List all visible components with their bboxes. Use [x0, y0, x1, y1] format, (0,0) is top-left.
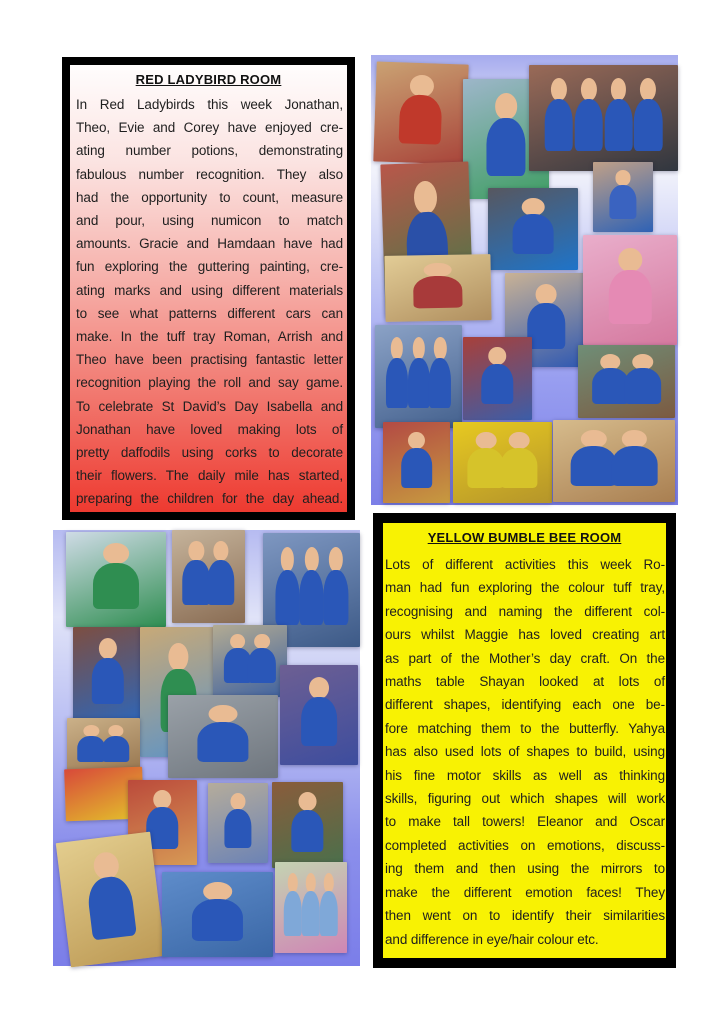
collage-photo-boy-in-green-apron: [66, 532, 166, 627]
collage-photo-two-children-with-pink-toy: [172, 530, 245, 623]
text-line: Theo, Evie and Corey have enjoyed cre-: [76, 120, 343, 136]
child-figure: [467, 432, 505, 500]
child-torso: [302, 891, 320, 935]
child-figure: [545, 78, 573, 167]
child-head: [230, 634, 246, 650]
yellow-bumble-bee-room-box: [373, 513, 676, 968]
child-head: [414, 181, 438, 215]
text-line: his fine motor skills as well as thinking: [385, 767, 665, 783]
text-line: recognising and naming the different col-: [385, 603, 665, 619]
child-figure: [198, 705, 249, 775]
text-line: amounts. Gracie and Hamdaan have had: [76, 236, 343, 252]
text-line: fun exploring the guttering painting, cre-: [76, 259, 343, 275]
text-line: then went on to identify their similarities: [385, 908, 665, 924]
child-figure: [386, 337, 408, 424]
child-figure: [429, 337, 451, 424]
child-head: [305, 547, 319, 572]
collage-photo-two-boys-in-nursery: [67, 718, 140, 773]
collage-photo-girl-holding-open-book: [488, 188, 578, 270]
child-head: [632, 354, 653, 370]
child-figure: [224, 793, 252, 860]
text-line: completed activities on emotions, discuss-: [385, 837, 665, 853]
text-line: recognition playing the roll and say game.: [76, 375, 343, 391]
child-figure: [401, 432, 432, 500]
child-figure: [323, 547, 348, 643]
child-torso: [608, 270, 651, 324]
child-head: [169, 643, 189, 671]
child-torso: [609, 185, 637, 219]
text-line: To celebrate St David’s Day Isabella and: [76, 398, 343, 414]
text-line: ing them and then using the mirrors to: [385, 861, 665, 877]
text-line: ours whilst Maggie has loved creating art: [385, 627, 665, 643]
child-figure: [92, 638, 124, 718]
child-head: [306, 873, 316, 893]
text-line: has also used lots of shapes to build, using: [385, 744, 665, 760]
text-line: preparing the children for the day ahead.: [76, 491, 343, 507]
child-head: [213, 541, 229, 561]
child-figure: [291, 792, 324, 864]
collage-photo-boy-at-wooden-easel: [272, 782, 343, 868]
child-head: [581, 78, 597, 101]
text-line: skills, figuring out which shapes will work: [385, 791, 665, 807]
child-head: [329, 547, 343, 572]
child-figure: [398, 74, 443, 159]
child-figure: [83, 850, 139, 960]
child-head: [280, 547, 294, 572]
text-line: their flowers. The daily mile has started,: [76, 468, 343, 484]
text-line: as part of the Mother’s day craft. On the: [385, 650, 665, 666]
text-line: to see what patterns different cars can: [76, 305, 343, 321]
text-line: to make tall towers! Eleanor and Oscar: [385, 814, 665, 830]
child-torso: [611, 446, 657, 486]
collage-photo-boy-on-balance-bike: [168, 695, 278, 778]
child-head: [230, 793, 245, 810]
collage-photo-children-with-yellow-pom-poms: [453, 422, 552, 503]
child-figure: [570, 430, 616, 499]
child-figure: [301, 677, 337, 761]
collage-photo-two-girls-sorting-shapes: [213, 625, 287, 697]
child-head: [495, 93, 517, 119]
child-figure: [500, 432, 538, 500]
child-head: [412, 337, 424, 359]
child-torso: [401, 448, 432, 487]
child-head: [298, 792, 316, 811]
collage-photo-boy-in-cowboy-hat: [463, 337, 532, 420]
child-head: [288, 873, 298, 893]
child-figure: [592, 354, 629, 415]
text-line: fabulous number recognition. They also: [76, 166, 343, 182]
child-torso: [624, 368, 661, 404]
child-figure: [93, 543, 139, 623]
child-figure: [609, 170, 637, 229]
child-head: [434, 337, 446, 359]
child-figure: [608, 248, 651, 340]
child-torso: [486, 118, 526, 176]
yellow-room-title: YELLOW BUMBLE BEE ROOM: [427, 530, 622, 545]
child-torso: [386, 358, 408, 408]
child-head: [621, 430, 647, 448]
child-figure: [624, 354, 661, 415]
child-head: [254, 634, 270, 650]
collage-photo-three-boys-at-blue-tray: [375, 325, 462, 428]
collage-photo-boy-on-patterned-rug: [383, 422, 450, 503]
text-line: and difference in eye/hair colour etc.: [385, 931, 599, 947]
text-line: pretty daffodils using corks to decorate: [76, 445, 343, 461]
text-line: maths table Shayan looked at lots of: [385, 674, 665, 690]
child-head: [154, 790, 172, 809]
child-torso: [604, 99, 632, 151]
child-torso: [467, 448, 505, 487]
child-torso: [429, 358, 451, 408]
child-torso: [482, 364, 514, 404]
child-figure: [102, 725, 130, 771]
child-head: [408, 432, 425, 450]
collage-photo-girls-with-pink-piano: [275, 862, 347, 953]
child-figure: [302, 873, 320, 949]
text-line: different shapes, identifying each one be-: [385, 697, 665, 713]
collage-photo-girl-at-star-table: [384, 254, 491, 322]
child-torso: [299, 570, 324, 626]
child-torso: [634, 99, 662, 151]
child-head: [610, 78, 626, 101]
child-figure: [320, 873, 338, 949]
collage-photo-two-children-at-play-kitchen: [553, 420, 675, 502]
child-torso: [224, 809, 252, 848]
child-head: [475, 432, 496, 450]
child-torso: [93, 563, 139, 609]
text-line: had the opportunity to count, measure: [76, 189, 343, 205]
child-figure: [512, 198, 553, 267]
child-head: [521, 198, 544, 216]
text-line: ating marks and using different materials: [76, 282, 343, 298]
child-torso: [574, 99, 602, 151]
child-figure: [527, 284, 565, 363]
child-figure: [574, 78, 602, 167]
collage-photo-boy-sitting-on-bench: [208, 783, 268, 863]
child-head: [391, 337, 403, 359]
child-figure: [611, 430, 657, 499]
child-head: [489, 347, 507, 365]
child-figure: [192, 882, 243, 953]
child-head: [189, 541, 205, 561]
child-torso: [291, 810, 324, 852]
child-figure: [207, 541, 235, 619]
child-torso: [92, 658, 124, 704]
text-line: Jonathan have loved making lots of: [76, 421, 343, 437]
child-torso: [512, 214, 553, 254]
child-torso: [399, 94, 443, 144]
child-figure: [248, 634, 276, 695]
collage-photo-girl-in-pink-tutu-sunglasses: [583, 235, 677, 345]
photo-collage-top-right: [371, 55, 678, 505]
child-torso: [570, 446, 616, 486]
child-figure: [299, 547, 324, 643]
child-figure: [634, 78, 662, 167]
child-torso: [413, 276, 462, 309]
collage-photo-girl-at-dotted-table-with-shapes: [56, 832, 166, 968]
child-figure: [413, 262, 463, 318]
child-head: [615, 170, 630, 185]
child-torso: [275, 570, 300, 626]
child-torso: [301, 697, 337, 746]
child-torso: [592, 368, 629, 404]
child-head: [309, 677, 329, 699]
child-torso: [248, 648, 276, 683]
text-line: man had fun exploring the colour tuff tray,: [385, 580, 665, 596]
child-head: [581, 430, 607, 448]
child-torso: [320, 891, 338, 935]
child-figure: [482, 347, 514, 417]
child-torso: [192, 899, 243, 940]
child-head: [551, 78, 567, 101]
child-torso: [284, 891, 302, 935]
child-torso: [102, 736, 130, 763]
red-room-text: [70, 89, 347, 511]
child-torso: [500, 448, 538, 487]
yellow-room-text: [383, 547, 666, 951]
collage-photo-boy-in-red-at-activity-table: [373, 61, 468, 164]
child-head: [324, 873, 334, 893]
child-head: [535, 284, 556, 305]
child-figure: [407, 337, 429, 424]
child-head: [410, 75, 434, 98]
child-head: [508, 432, 529, 450]
collage-photo-boy-at-toy-table: [73, 627, 143, 722]
collage-photo-boy-hugging-ball: [280, 665, 358, 765]
child-head: [618, 248, 642, 272]
child-head: [203, 882, 232, 901]
collage-photo-boy-at-blue-table-with-arches: [162, 872, 273, 957]
text-line: ating number potions, demonstrating: [76, 143, 343, 159]
child-torso: [407, 358, 429, 408]
child-head: [209, 705, 237, 723]
child-torso: [207, 560, 235, 605]
text-line: make the different emotion faces! They: [385, 884, 665, 900]
collage-photo-four-boys-around-tuff-tray: [529, 65, 678, 171]
text-line: In Red Ladybirds this week Jonathan,: [76, 97, 343, 112]
text-line: fore matching them to the butterfly. Yahya: [385, 720, 665, 736]
text-line: and pour, using numicon to match: [76, 213, 343, 229]
child-torso: [86, 875, 137, 941]
red-room-title: RED LADYBIRD ROOM: [135, 72, 282, 87]
child-head: [103, 543, 129, 564]
child-figure: [486, 93, 526, 194]
text-line: Theo have been practising fantastic letter: [76, 352, 343, 368]
child-head: [99, 638, 117, 659]
child-head: [640, 78, 656, 101]
child-figure: [284, 873, 302, 949]
child-figure: [604, 78, 632, 167]
child-head: [600, 354, 621, 370]
child-torso: [527, 303, 565, 349]
red-ladybird-room-box: [62, 57, 355, 520]
text-line: Lots of different activities this week Ro-: [385, 557, 665, 572]
photo-collage-bottom-left: [53, 530, 360, 966]
child-torso: [198, 722, 249, 762]
text-line: make. In the tuff tray Roman, Arrish and: [76, 329, 343, 345]
child-torso: [323, 570, 348, 626]
collage-photo-two-boys-at-ramp-table: [578, 345, 675, 418]
collage-photo-boy-holding-sticker-card: [593, 162, 653, 232]
child-torso: [545, 99, 573, 151]
